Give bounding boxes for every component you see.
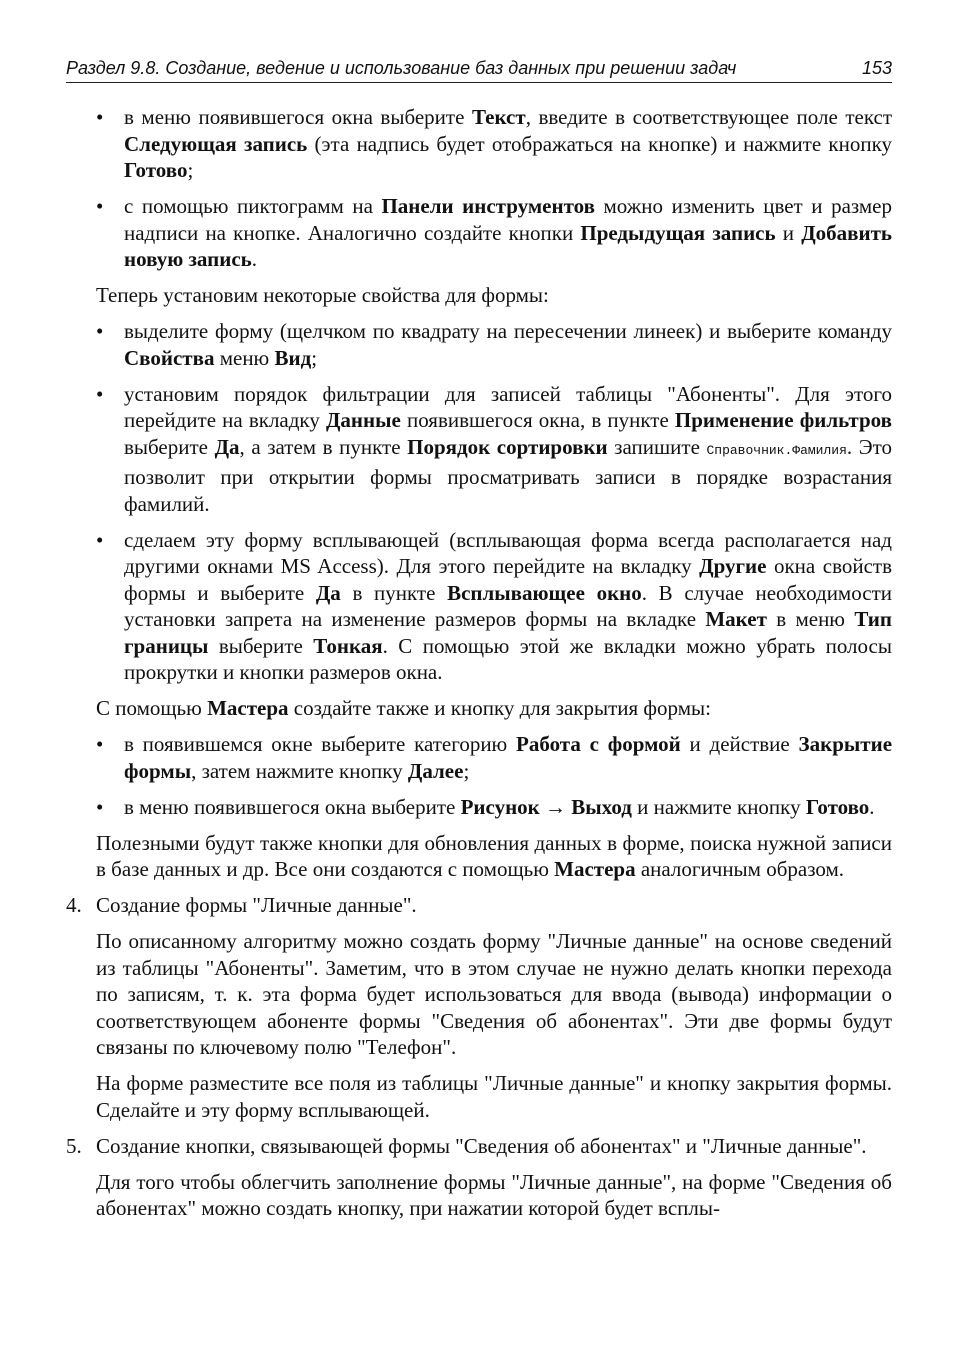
text-run: , а затем в пункте xyxy=(239,434,408,459)
text-run: можно изменить цвет и размер надписи на кнопке. Аналогично создайте кнопки xyxy=(124,194,893,245)
term: Вид xyxy=(274,345,312,370)
text-run: . Это позволит при открытии формы просматривать записи в порядке возрастания фамилий. xyxy=(124,434,892,516)
paragraph: Для того чтобы облегчить заполнение формы "Личные данные", на форме "Сведения об абонентах" можно создать кнопку, при нажатии которой будет всплы- xyxy=(96,1169,892,1220)
term: Текст xyxy=(471,105,526,129)
list-item xyxy=(66,381,892,518)
text-run: в меню появившегося окна выберите xyxy=(124,794,461,819)
term: Свойства xyxy=(124,345,215,370)
term: Закрытие формы xyxy=(124,732,893,783)
item-number: 4. xyxy=(66,893,82,917)
term: Далее xyxy=(407,758,464,783)
term: Макет xyxy=(705,607,767,631)
term: Тип границы xyxy=(124,607,893,658)
text-run: . В случае необходимости установки запрета на изменение размеров формы на вкладке xyxy=(124,580,892,631)
term: Предыдущая запись xyxy=(580,220,776,245)
text-run: в появившемся окне выберите категорию xyxy=(124,732,517,756)
bullet-list-3 xyxy=(66,731,892,820)
term: Тонкая xyxy=(313,633,383,658)
text-run: и действие xyxy=(680,732,799,756)
list-item xyxy=(66,731,892,784)
list-item xyxy=(66,794,892,821)
text-run: Полезными будут также кнопки для обновления данных в форме, поиска нужной записи в базе данных и др. Все они создаются с помощью xyxy=(96,830,892,881)
term: Да xyxy=(214,434,240,459)
term: Рисунок → Выход xyxy=(460,794,632,819)
text-run: ; xyxy=(463,758,470,783)
text-run: и нажмите кнопку xyxy=(631,794,806,819)
term: Готово xyxy=(805,794,870,819)
term: Мастера xyxy=(554,857,636,881)
text-run: создайте также и кнопку для закрытия формы: xyxy=(288,696,711,720)
item-text: Создание формы "Личные данные". xyxy=(96,893,417,917)
text-run: сделаем эту форму всплывающей (всплывающая форма всегда располагается над другими окнами MS Access). Для этого перейдите на вкладку xyxy=(124,527,892,578)
term: Всплывающее окно xyxy=(447,580,642,605)
term: Данные xyxy=(325,408,401,432)
text-run: ; xyxy=(311,345,318,370)
text-run: аналогичным образом. xyxy=(635,857,845,881)
text-run: в пункте xyxy=(340,580,448,605)
code-snippet: Справочник.Фамилия xyxy=(706,442,847,458)
text-run: выберите xyxy=(124,434,215,459)
item-text: Создание кнопки, связывающей формы "Сведения об абонентах" и "Личные данные". xyxy=(96,1133,867,1158)
item-number: 5. xyxy=(66,1133,82,1158)
body-text xyxy=(66,104,892,1231)
text-run: , введите в соответствующее поле текст xyxy=(525,105,892,129)
text-run: , затем нажмите кнопку xyxy=(191,758,408,783)
bullet-list-2 xyxy=(66,318,892,686)
text-run: . xyxy=(251,247,258,271)
text-run: . С помощью этой же вкладки можно убрать полосы прокрутки и кнопки размеров окна. xyxy=(124,633,892,684)
text-run: в меню появившегося окна выберите xyxy=(124,105,472,129)
list-item xyxy=(66,104,892,184)
running-header xyxy=(66,54,892,83)
term: Мастера xyxy=(207,696,289,720)
page-number: 153 xyxy=(861,58,892,78)
text-run: выделите форму (щелчком по квадрату на пересечении линеек) и выберите команду xyxy=(124,319,892,343)
header-title: Раздел 9.8. Создание, ведение и использование баз данных при решении задач xyxy=(66,58,737,78)
text-run: . xyxy=(869,794,875,819)
term: Другие xyxy=(699,554,767,578)
term: Работа с формой xyxy=(516,732,681,756)
term: Применение фильтров xyxy=(674,408,893,432)
text-run: С помощью xyxy=(96,696,208,720)
paragraph: Теперь установим некоторые свойства для формы: xyxy=(96,283,549,307)
text-run: окна свойств формы и выберите xyxy=(124,554,892,605)
term: Панели инструментов xyxy=(381,194,595,218)
list-item xyxy=(66,527,892,686)
text-run: запишите xyxy=(607,434,707,459)
term: Готово xyxy=(124,158,188,182)
text-run: меню xyxy=(214,345,275,370)
numbered-item-4 xyxy=(66,892,892,919)
text-run: выберите xyxy=(208,633,314,658)
paragraph: На форме разместите все поля из таблицы "Личные данные" и кнопку закрытия формы. Сделайте и эту форму всплывающей. xyxy=(96,1071,892,1122)
term: Следующая запись xyxy=(124,131,308,156)
term: Да xyxy=(315,580,341,605)
paragraph: По описанному алгоритму можно создать форму "Личные данные" на основе сведений из таблицы "Абоненты". Заметим, что в этом случае не нужно делать кнопки перехода по записям, т. к. эта форма будет использоваться для ввода (вывода) информации о соответствующем абоненте формы "Сведения об абонентах". Эти две формы будут связаны по ключевому полю "Телефон". xyxy=(96,929,892,1059)
text-run: установим порядок фильтрации для записей таблицы "Абоненты". Для этого перейдите на вкладку xyxy=(124,381,892,432)
text-run: ; xyxy=(187,158,194,182)
text-run: в меню xyxy=(766,607,855,631)
text-run: с помощью пиктограмм на xyxy=(124,194,382,218)
paragraph xyxy=(96,830,892,883)
term: Добавить новую запись xyxy=(124,220,892,271)
numbered-item-5 xyxy=(66,1133,892,1160)
paragraph xyxy=(96,695,892,722)
text-run: появившегося окна, в пункте xyxy=(400,408,675,432)
term: Порядок сортировки xyxy=(407,434,608,459)
list-item xyxy=(66,318,892,371)
bullet-list-1 xyxy=(66,104,892,273)
list-item xyxy=(66,193,892,273)
text-run: и xyxy=(775,220,802,245)
text-run: (эта надпись будет отображаться на кнопке) и нажмите кнопку xyxy=(307,131,892,156)
